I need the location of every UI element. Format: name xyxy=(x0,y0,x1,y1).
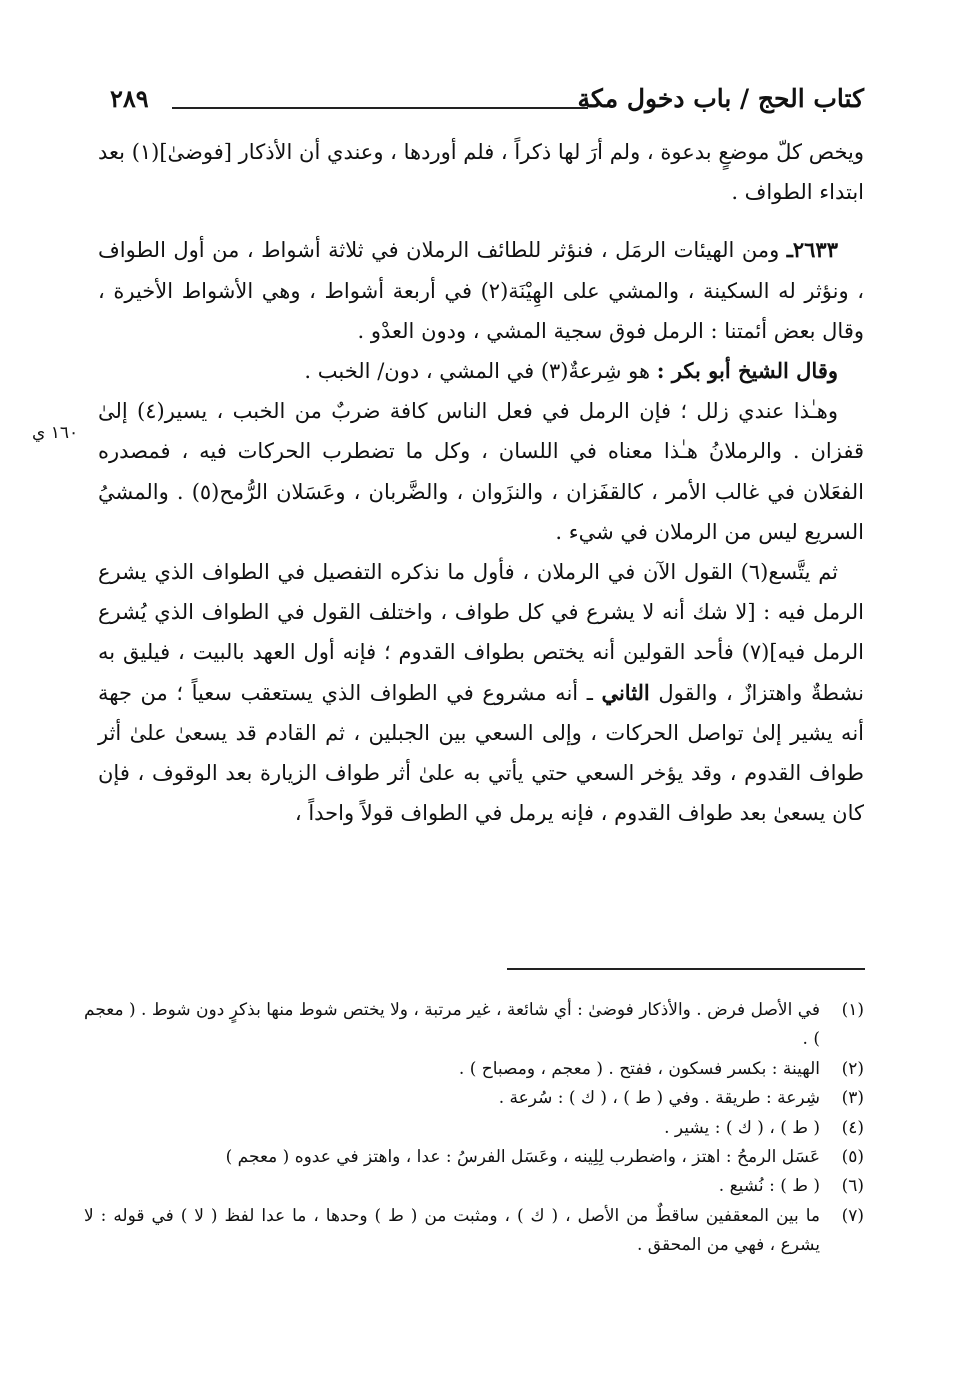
footnote-text: في الأصل فرض . والأذكار فوضىٰ : أي شائعة ، غير مرتبة ، ولا يختص شوط منها بذكرٍ دون شوط . ( معجم ) . xyxy=(84,1000,820,1050)
footnote-text: الهينة : بكسر فسكون ، ففتح . ( معجم ، ومصباح ) . xyxy=(458,1058,820,1079)
paragraph-1: ويخص كلّ موضعٍ بدعوة ، ولم أرَ لها ذكراً ، فلم أوردها ، وعندي أن الأذكار [فوضىٰ](١) بعد ابتداء الطواف . xyxy=(98,140,864,205)
paragraph-5 xyxy=(98,552,864,833)
footnote-text: ( ط ) ، ( ك ) : يشير . xyxy=(664,1117,820,1138)
footnote-7 xyxy=(84,1202,864,1261)
paragraph-3-text: هو شِرعةٌ(٣) في المشي ، دون/ الخبب . xyxy=(304,359,651,384)
footnote-number: (٣) xyxy=(841,1088,864,1109)
footnote-text: ( ط ) : نُشيع . xyxy=(718,1176,820,1197)
header-rule xyxy=(172,107,588,109)
sheikh-label: وقال الشيخ أبو بكر : xyxy=(656,358,838,384)
footnote-text: ما بين المعقفين ساقطٌ من الأصل ، ( ك ) ، ومثبت من ( ط ) وحدها ، ما عدا لفظ ( لا ) في قوله : لا يشرع ، فهي من المحقق . xyxy=(84,1205,820,1256)
paragraph-4: وهـٰذا عندي زلل ؛ فإن الرمل في فعل الناس كافة ضربٌ من الخبب ، يسير(٤) إلىٰ قفزان . والرملانُ هـٰذا معناه في اللسان ، وكل ما تضطرب الحركات فيه ، فمصدره الفعَلان في غالب الأمر ، كالقفَزان ، والنزَوان ، والضَّربان ، وعَسَلان الرُّمح(٥) . والمشيُ السريع ليس من الرملان في شيء . xyxy=(98,399,864,544)
paragraph-number: ٢٦٣٣ـ xyxy=(786,237,838,263)
footnote-5 xyxy=(84,1143,864,1172)
main-text xyxy=(98,132,864,833)
paragraph-5-cont: ـ أنه مشروع في الطواف الذي يستعقب سعياً ؛ من جهة أنه يشير إلىٰ تواصل الحركات ، وإلى السعي بين الجبلين ، ثم القادم قد يسعىٰ علىٰ أثر طواف القدوم ، وقد يؤخر السعي حتي يأتي به علىٰ أثر طواف الزيارة بعد الوقوف ، فإن كان يسعىٰ بعد طواف القدوم ، فإنه يرمل في الطواف قولاً واحداً ، xyxy=(98,680,864,826)
footnote-text: شِرعة : طريقة . وفي ( ط ) ، ( ك ) : سُرعة . xyxy=(498,1088,820,1109)
footnote-2 xyxy=(84,1055,864,1084)
page-number: ٢٨٩ xyxy=(110,84,149,113)
chapter-title: كتاب الحج / باب دخول مكة xyxy=(577,84,864,113)
footnote-4 xyxy=(84,1114,864,1143)
running-header xyxy=(110,84,864,124)
paragraph-3 xyxy=(98,351,864,391)
paragraph-2-text: ومن الهيئات الرمَل ، فنؤثر للطائف الرملان في ثلاثة أشواط ، من أول الطواف ، ونؤثر له السكينة ، والمشي على الهِيْنَة(٢) في أربعة أشواط ، وهي الأشواط الأخيرة ، وقال بعض أئمتنا : الرمل فوق سجية المشي ، ودون العدْو . xyxy=(98,238,865,343)
margin-folio-note: ١٦٠ ي xyxy=(32,423,79,443)
footnotes xyxy=(84,996,864,1261)
footnote-1 xyxy=(84,996,864,1055)
footnote-number: (٧) xyxy=(841,1205,864,1226)
footnote-number: (٢) xyxy=(841,1058,864,1079)
second-view-label: الثاني xyxy=(601,679,650,705)
footnote-text: عَسَل الرمحُ : اهتز ، واضطرب لِلِينه ، وعَسَل الفرسُ : عدا ، واهتز في عدوه ( معجم ) xyxy=(225,1147,820,1168)
footnote-number: (٥) xyxy=(841,1147,864,1168)
footnote-number: (١) xyxy=(841,1000,864,1020)
footnote-number: (٦) xyxy=(841,1176,864,1197)
paragraph-2633 xyxy=(98,230,864,351)
footnote-number: (٤) xyxy=(841,1117,864,1138)
footnote-separator xyxy=(507,968,865,970)
footnote-3 xyxy=(84,1084,864,1113)
paragraph-5-text: ثم يتَّسع(٦) القول الآن في الرملان ، فأول ما نذكره التفصيل في الطواف الذي يشرع الرمل فيه : [لا شك أنه لا يشرع في كل طواف ، واختلف القول في الطواف الذي يُشرع الرمل فيه](٧) فأحد القولين أنه يختص بطواف القدوم ؛ فإنه أول العهد بالبيت ، فيليق به نشطةٌ واهتزازٌ ، والقول xyxy=(98,560,865,705)
footnote-6 xyxy=(84,1172,864,1201)
